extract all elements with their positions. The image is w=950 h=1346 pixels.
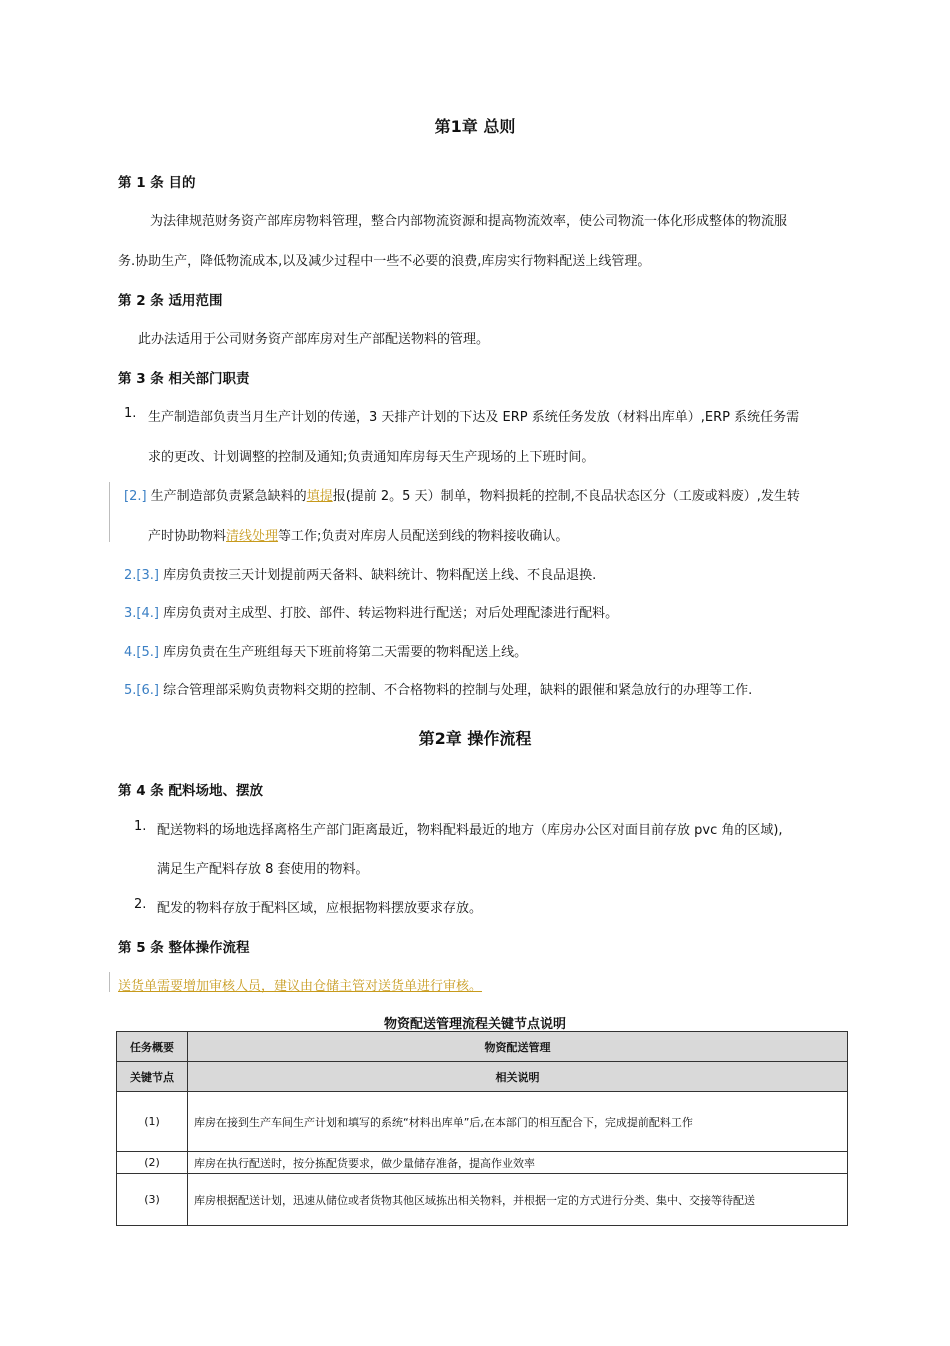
review-note: 送货单需要增加审核人员，建议由仓储主管对送货单进行审核。 — [118, 979, 483, 994]
desc-cell: 库房在接到生产车间生产计划和填写的系统“材料出库单”后,在本部门的相互配合下，完成提前配料工作 — [188, 1092, 848, 1152]
change-bar — [109, 482, 110, 542]
table-row — [117, 1152, 848, 1174]
article-1-line-2: 务.协助生产，降低物流成本,以及减少过程中一些不必要的浪费,库房实行物料配送上线管理。 — [118, 254, 651, 269]
art3-item-1-number: 1. — [124, 406, 137, 421]
art3-item-2-line-2 — [148, 525, 568, 544]
item-text: 库房负责对主成型、打胶、部件、转运物料进行配送；对后处理配漆进行配料。 — [158, 606, 619, 621]
art4-item-1-number: 1. — [134, 819, 147, 834]
article-1-line-1: 为法律规范财务资产部库房物料管理，整合内部物流资源和提高物流效率，使公司物流一体化形成整体的物流服 — [150, 214, 788, 229]
revision-mark: 4.[5.] — [124, 645, 159, 660]
revision-mark: [2.] — [124, 489, 147, 504]
node-cell: (2) — [117, 1152, 188, 1174]
table-header-row — [117, 1062, 848, 1092]
node-cell: (1) — [117, 1092, 188, 1152]
art3-item-1-line-1: 生产制造部负责当月生产计划的传递，3 天排产计划的下达及 ERP 系统任务发放（材料出库单）,ERP 系统任务需 — [148, 410, 800, 425]
chapter-1-title: 第1章 总则 — [434, 117, 516, 136]
item-text: 库房负责在生产班组每天下班前将第二天需要的物料配送上线。 — [158, 645, 528, 660]
key-nodes-table — [116, 1031, 848, 1226]
header-cell: 关键节点 — [117, 1062, 188, 1092]
header-cell: 物资配送管理 — [188, 1032, 848, 1062]
node-cell: (3) — [117, 1174, 188, 1226]
desc-cell: 库房在执行配送时，按分拣配货要求，做少量储存准备，提高作业效率 — [188, 1152, 848, 1174]
item-text: 库房负责按三天计划提前两天备料、缺料统计、物料配送上线、不良品退换. — [158, 568, 597, 583]
article-2-text: 此办法适用于公司财务资产部库房对生产部配送物料的管理。 — [138, 332, 490, 347]
article-1-heading: 第 1 条 目的 — [118, 175, 196, 191]
art4-item-2-text: 配发的物料存放于配料区域，应根据物料摆放要求存放。 — [157, 901, 483, 916]
article-2-heading: 第 2 条 适用范围 — [118, 293, 223, 309]
art3-item-1-line-2: 求的更改、计划调整的控制及通知;负责通知库房每天生产现场的上下班时间。 — [148, 450, 595, 465]
change-bar — [109, 972, 110, 992]
table-header-row — [117, 1032, 848, 1062]
highlighted-text: 清线处理 — [226, 529, 279, 544]
table-row — [117, 1174, 848, 1226]
article-3-heading: 第 3 条 相关部门职责 — [118, 371, 250, 387]
art3-item-4 — [124, 602, 618, 621]
art3-item-3 — [124, 564, 596, 583]
item-text: 等工作;负责对库房人员配送到线的物料接收确认。 — [278, 529, 569, 544]
item-text: 综合管理部采购负责物料交期的控制、不合格物料的控制与处理，缺料的跟催和紧急放行的办理等工作. — [158, 683, 753, 698]
item-text: 报(提前 2。5 天）制单，物料损耗的控制,不良品状态区分（工废或料废）,发生转 — [332, 489, 800, 504]
table-row — [117, 1092, 848, 1152]
table-title: 物资配送管理流程关键节点说明 — [383, 1017, 566, 1032]
revision-mark: 3.[4.] — [124, 606, 159, 621]
article-4-heading: 第 4 条 配料场地、摆放 — [118, 783, 263, 799]
chapter-2-title: 第2章 操作流程 — [418, 729, 532, 748]
article-5-heading: 第 5 条 整体操作流程 — [118, 940, 250, 956]
item-text: 产时协助物料 — [148, 529, 227, 544]
header-cell: 相关说明 — [188, 1062, 848, 1092]
art3-item-6 — [124, 679, 752, 698]
revision-mark: 5.[6.] — [124, 683, 159, 698]
revision-mark: 2.[3.] — [124, 568, 159, 583]
art4-item-1-line-1: 配送物料的场地选择离格生产部门距离最近，物料配料最近的地方（库房办公区对面目前存放 pvc 角的区域), — [157, 823, 783, 838]
item-text: 生产制造部负责紧急缺料的 — [146, 489, 307, 504]
header-cell: 任务概要 — [117, 1032, 188, 1062]
art3-item-2-line-1 — [124, 485, 800, 504]
art4-item-1-line-2: 满足生产配料存放 8 套使用的物料。 — [157, 862, 369, 877]
highlighted-text: 填提 — [306, 489, 333, 504]
desc-cell: 库房根据配送计划，迅速从储位或者货物其他区域拣出相关物料，并根据一定的方式进行分类、集中、交接等待配送 — [188, 1174, 848, 1226]
art4-item-2-number: 2. — [134, 897, 147, 912]
art3-item-5 — [124, 641, 527, 660]
